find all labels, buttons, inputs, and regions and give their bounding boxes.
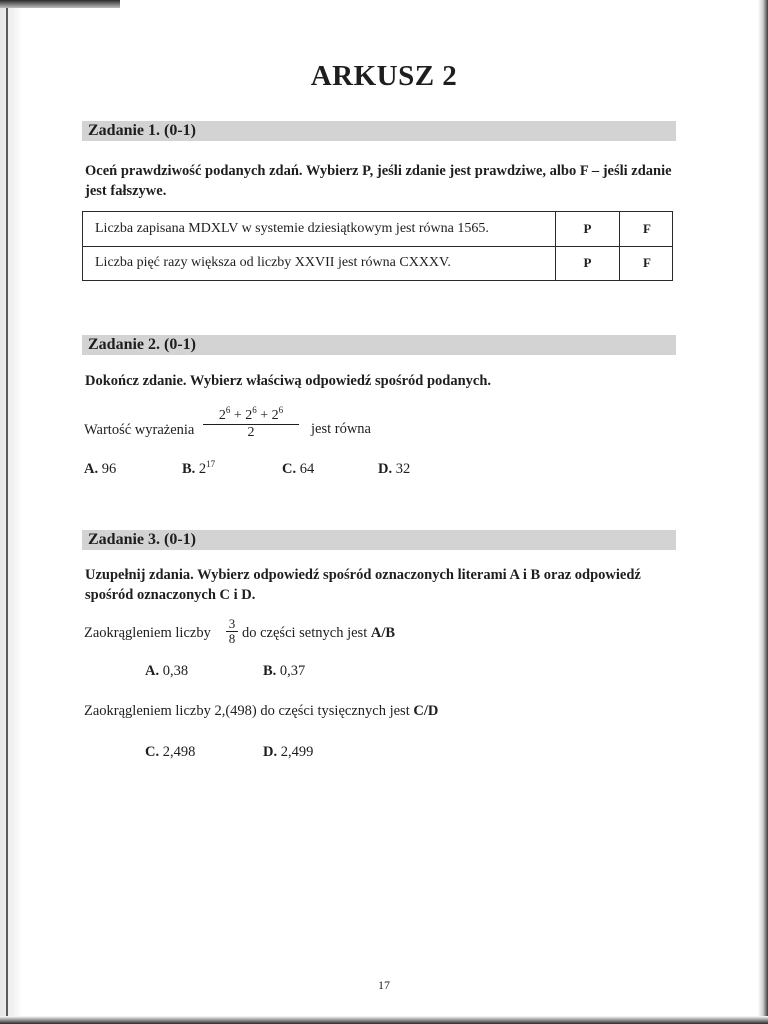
option-f-cell[interactable]: F — [619, 246, 674, 280]
answer-option-c[interactable]: C. 64 — [282, 461, 315, 477]
fraction-numerator: 3 — [228, 616, 236, 631]
answer-option-a[interactable]: A. 0,38 — [145, 663, 189, 679]
answer-option-b[interactable]: B. $2^{17}$ — [182, 459, 216, 477]
answer-option-c[interactable]: C. 2,498 — [145, 744, 196, 760]
page-edge-top — [0, 0, 120, 8]
option-p-cell[interactable]: P — [555, 212, 619, 246]
page-edge-left — [0, 0, 22, 1024]
task3-heading: Zadanie 3. (0-1) — [88, 531, 196, 548]
page-edge-line — [6, 0, 8, 1024]
page-title: ARKUSZ 2 — [310, 60, 458, 92]
answer-option-d[interactable]: D. 2,499 — [263, 744, 314, 760]
statement-cell: Liczba zapisana MDXLV w systemie dziesiątkowym jest równa 1565. — [95, 221, 489, 236]
fraction-denominator: 8 — [228, 631, 236, 646]
task1-heading: Zadanie 1. (0-1) — [88, 122, 196, 139]
answer-option-a[interactable]: A. 96 — [84, 461, 117, 477]
task3-instruction: Uzupełnij zdania. Wybierz odpowiedź spośród oznaczonych literami A i B oraz odpowiedź spośród oznaczonych C i D. — [85, 567, 641, 603]
task2-instruction: Dokończ zdanie. Wybierz właściwą odpowiedź spośród podanych. — [85, 373, 492, 389]
task2-heading: Zadanie 2. (0-1) — [88, 336, 196, 353]
task1-instruction: Oceń prawdziwość podanych zdań. Wybierz P, jeśli zdanie jest prawdziwe, albo F – jeśli zdanie jest fałszywe. — [85, 163, 672, 199]
option-p-cell[interactable]: P — [555, 246, 619, 280]
statement-cell: Liczba pięć razy większa od liczby XXVII jest równa CXXXV. — [95, 255, 451, 270]
answer-option-b[interactable]: B. 0,37 — [263, 663, 306, 679]
table-row — [83, 246, 672, 280]
question1-fraction — [226, 617, 238, 646]
page-edge-right — [758, 0, 768, 1024]
question1-text: Zaokrągleniem liczby — [84, 625, 211, 641]
page-edge-bottom — [0, 1016, 768, 1024]
answer-option-d[interactable]: D. 32 — [378, 461, 411, 477]
fraction-denominator: 2 — [247, 425, 255, 440]
expression-fraction — [203, 405, 299, 441]
option-f-cell[interactable]: F — [619, 212, 674, 246]
expression-prompt: Wartość wyrażenia — [84, 422, 195, 438]
table-row — [83, 212, 672, 247]
question1-text-end: do części setnych jest A/B — [242, 625, 396, 641]
question2-text: Zaokrągleniem liczby 2,(498) do części tysięcznych jest C/D — [84, 703, 439, 719]
fraction-numerator: $2^6 + 2^6 + 2^6$ — [218, 405, 284, 423]
expression-prompt-end: jest równa — [311, 421, 371, 437]
page-number: 17 — [378, 978, 390, 992]
true-false-table — [82, 211, 673, 281]
